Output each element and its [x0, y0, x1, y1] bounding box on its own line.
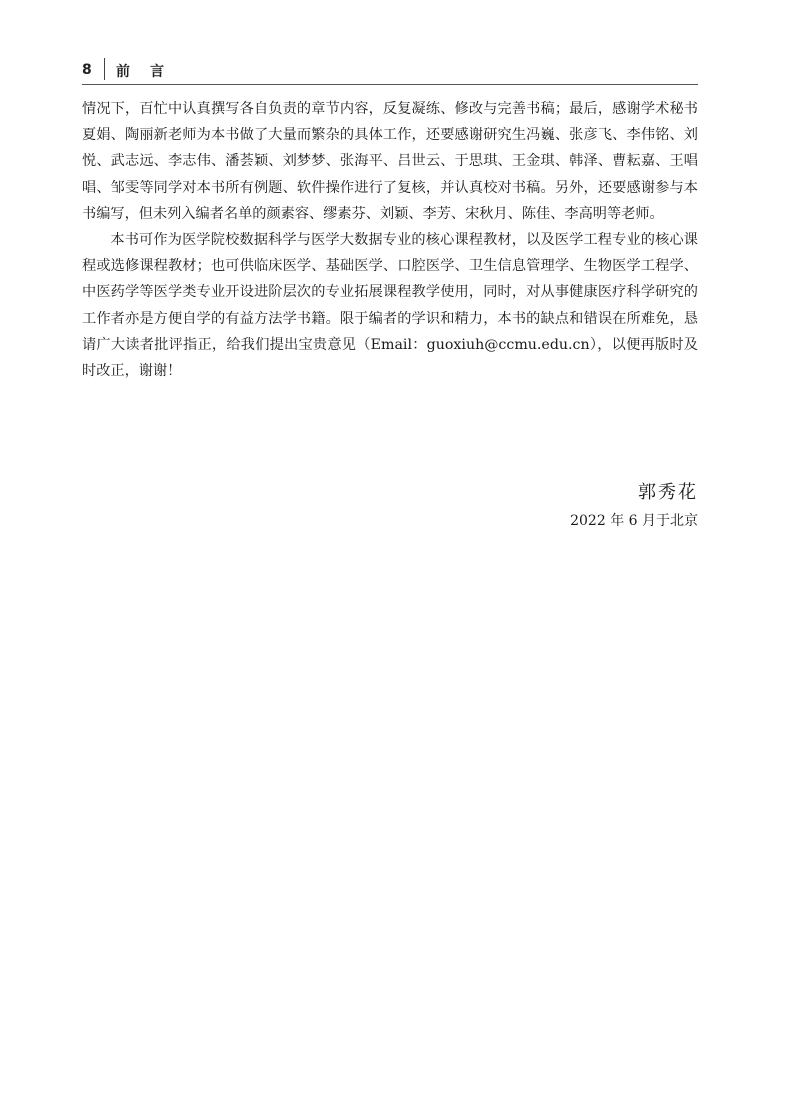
page-header [82, 58, 698, 84]
header-divider [104, 58, 105, 80]
signature-block [570, 480, 698, 532]
body-text [82, 96, 698, 384]
author-name: 郭秀花 [638, 482, 698, 503]
page-number: 8 [82, 62, 92, 78]
date-place: 2022 年 6 月于北京 [570, 513, 698, 529]
running-title: 前言 [116, 64, 184, 80]
paragraph-usage: 本书可作为医学院校数据科学与医学大数据专业的核心课程教材，以及医学工程专业的核心课程或选修课程教材；也可供临床医学、基础医学、口腔医学、卫生信息管理学、生物医学工程学、中医药学等医学类专业开设进阶层次的专业拓展课程教学使用，同时，对从事健康医疗科学研究的工作者亦是方便自学的有益方法学书籍。限于编者的学识和精力，本书的缺点和错误在所难免，恳请广大读者批评指正，给我们提出宝贵意见（Email：guoxiuh@ccmu.edu.cn），以便再版时及时改正，谢谢！ [82, 232, 698, 380]
header-rule [82, 84, 698, 85]
paragraph-continued: 情况下，百忙中认真撰写各自负责的章节内容，反复凝练、修改与完善书稿；最后，感谢学术秘书夏娟、陶丽新老师为本书做了大量而繁杂的具体工作，还要感谢研究生冯巍、张彦飞、李伟铭、刘悦、武志远、李志伟、潘荟颖、刘梦梦、张海平、吕世云、于思琪、王金琪、韩泽、曹耘嘉、王唱唱、邹雯等同学对本书所有例题、软件操作进行了复核，并认真校对书稿。另外，还要感谢参与本书编写，但未列入编者名单的颜素容、缪素芬、刘颖、李芳、宋秋月、陈佳、李高明等老师。 [82, 101, 698, 222]
